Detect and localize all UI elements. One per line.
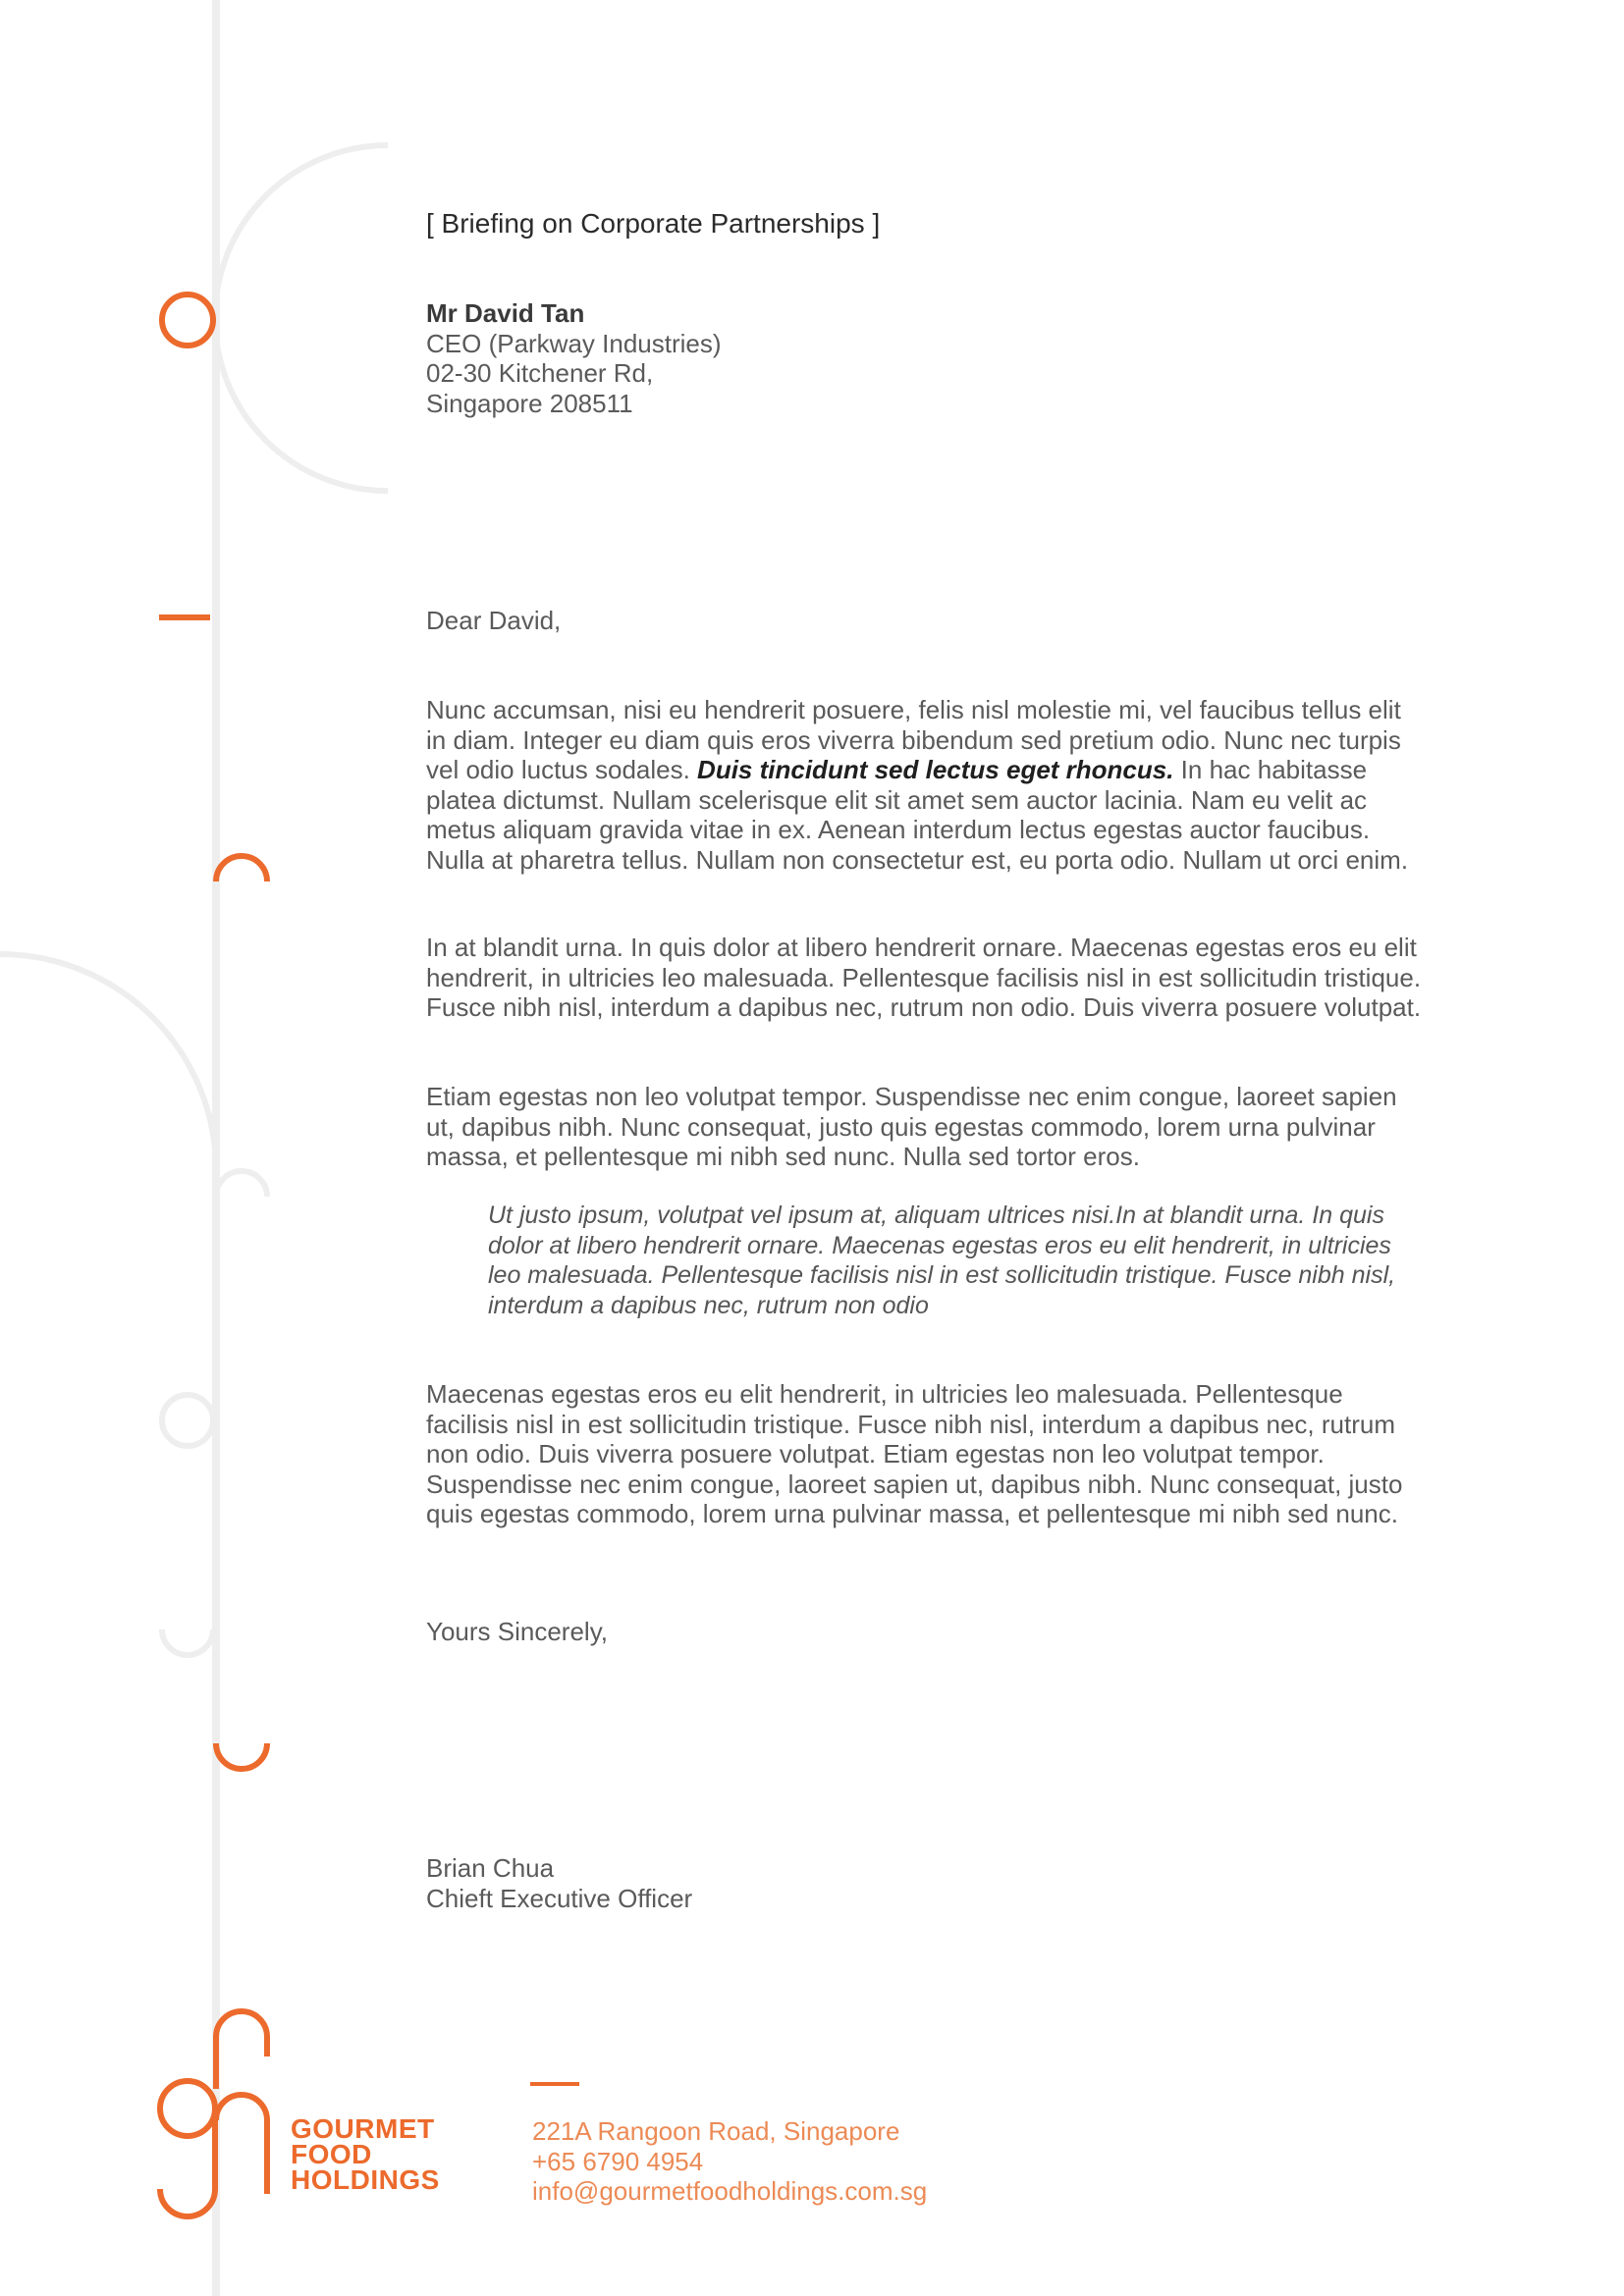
paragraph-2: In at blandit urna. In quis dolor at libero hendrerit ornare. Maecenas egestas eros eu elit hendrerit, in ultricies leo malesuada. Pellentesque facilisis nisl in est sollicitudin tristique. Fusce nibh nisl, interdum a dapibus nec, rutrum non odio. Duis viverra posuere volutpat.: [426, 933, 1422, 1022]
orange-ring-top: [162, 294, 213, 346]
company-phone[interactable]: +65 6790 4954: [532, 2146, 704, 2176]
recipient-name: Mr David Tan: [426, 298, 585, 328]
letter-subject: [ Briefing on Corporate Partnerships ]: [426, 208, 881, 239]
block-quote: Ut justo ipsum, volutpat vel ipsum at, aliquam ultrices nisi.In at blandit urna. In quis dolor at libero hendrerit ornare. Maecenas egestas eros eu elit hendrerit, in ultricies leo malesuada. Pellentesque facilisis nisl in est sollicitudin tristique. Fusce nibh nisl, interdum a dapibus nec, rutrum non odio: [488, 1201, 1396, 1319]
logo-line-2: FOOD: [291, 2139, 372, 2169]
gray-hook: [162, 1629, 213, 1655]
large-arc-mid: [0, 954, 216, 1170]
paragraph-4: Maecenas egestas eros eu elit hendrerit, in ultricies leo malesuada. Pellentesque facilisis nisl in est sollicitudin tristique. Fusce nibh nisl, interdum a dapibus nec, rutrum non odio. Duis viverra posuere volutpat. Etiam egestas non leo volutpat tempor. Suspendisse nec enim congue, laoreet sapien ut, dapibus nibh. Nunc consequat, justo quis egestas commodo, lorem urna pulvinar massa, et pellentesque mi nibh sed nunc.: [426, 1379, 1403, 1528]
paragraph-1-end: In hac habitasse platea dictumst. Nullam scelerisque elit sit amet sem auctor lacinia. Nam eu velit ac metus aliquam gravida vitae in ex. Aenean interdum lectus egestas auctor faucibus. Nulla at pharetra tellus. Nullam non consectetur est, eu porta odio. Nullam ut orci enim.: [426, 755, 1409, 875]
orange-hook: [216, 1743, 267, 1769]
signer-title: Chieft Executive Officer: [426, 1883, 693, 1913]
footer-accent-dash: [530, 2082, 579, 2086]
signature-block: [426, 1853, 1428, 1913]
paragraph-1-start: Nunc accumsan, nisi eu hendrerit posuere, felis nisl molestie mi, vel faucibus tellus elit in diam. Integer eu diam quis eros viverra bibendum sed pretium odio. Nunc nec turpis vel odio luctus sodales.: [426, 695, 1401, 784]
orange-arch-mid: [216, 856, 267, 881]
recipient-title: CEO (Parkway Industries): [426, 328, 722, 358]
closing: Yours Sincerely,: [426, 1617, 608, 1646]
logo-line-3: HOLDINGS: [291, 2164, 440, 2195]
paragraph-1-emphasis: Duis tincidunt sed lectus eget rhoncus.: [697, 755, 1174, 784]
paragraph-3: Etiam egestas non leo volutpat tempor. Suspendisse nec enim congue, laoreet sapien ut, dapibus nibh. Nunc consequat, justo quis egestas commodo, lorem urna pulvinar massa, et pellentesque mi nibh sed nunc. Nulla sed tortor eros.: [426, 1082, 1397, 1171]
gray-ring: [162, 1395, 213, 1446]
logo-line-1: GOURMET: [291, 2113, 435, 2144]
paragraph-1: [426, 695, 1428, 875]
recipient-block: [426, 298, 722, 418]
company-address: 221A Rangoon Road, Singapore: [532, 2116, 900, 2146]
signer-name: Brian Chua: [426, 1853, 555, 1883]
recipient-address-line2: Singapore 208511: [426, 388, 633, 418]
company-contact: [532, 2116, 927, 2207]
gray-arch-mid: [216, 1171, 267, 1197]
large-arc-top: [215, 145, 388, 491]
company-email[interactable]: info@gourmetfoodholdings.com.sg: [532, 2176, 928, 2206]
greeting: Dear David,: [426, 606, 562, 635]
recipient-address-line1: 02-30 Kitchener Rd,: [426, 358, 654, 388]
company-logo-text: [291, 2113, 440, 2195]
gfh-logo-mark: [160, 2011, 267, 2216]
